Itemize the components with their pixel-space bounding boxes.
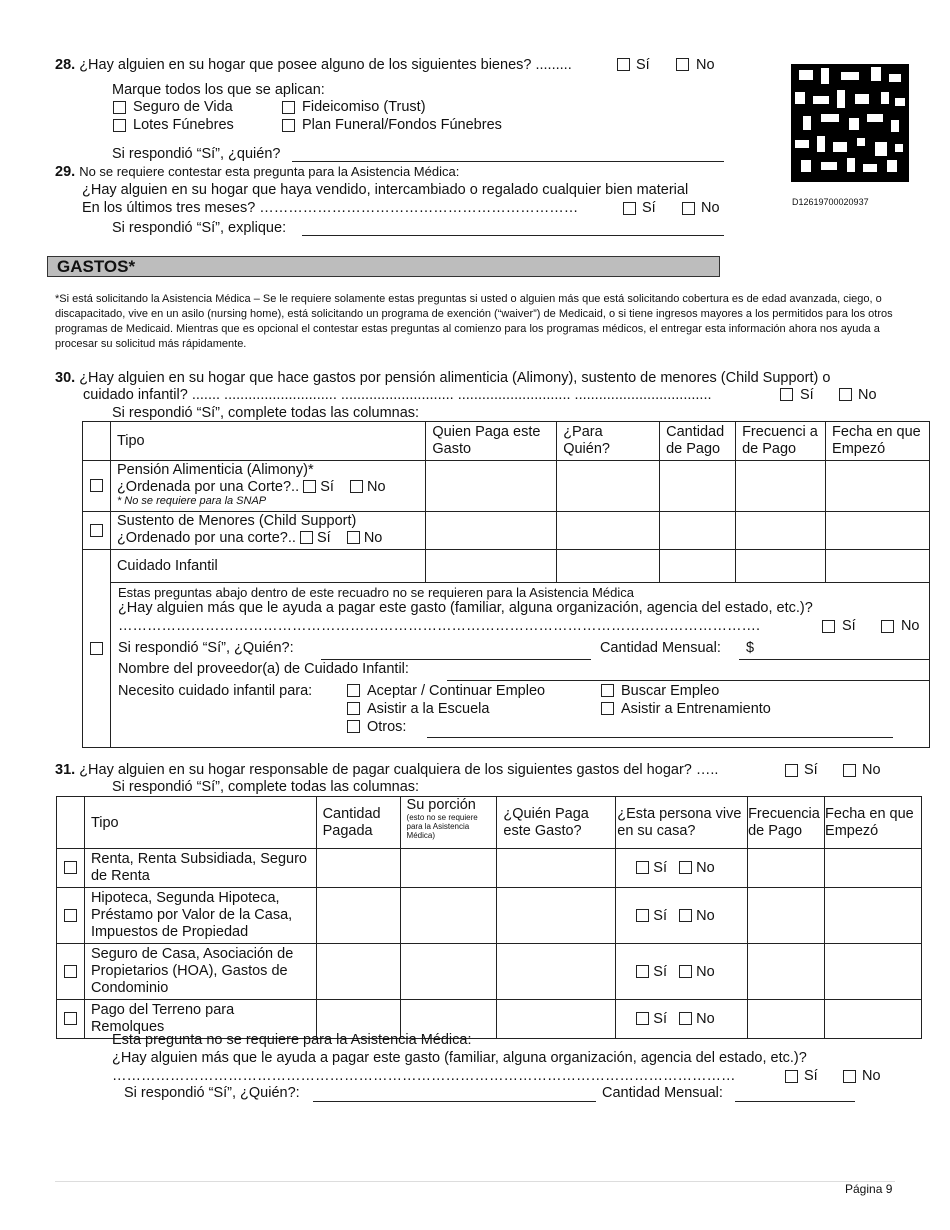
expense-type-label: Renta, Renta Subsidiada, Seguro de Renta — [84, 849, 316, 888]
expense-type-label: Hipoteca, Segunda Hipoteca, Préstamo por Valor de la Casa, Impuestos de Propiedad — [84, 888, 316, 944]
table-cell[interactable] — [557, 461, 660, 512]
table-cell[interactable] — [748, 944, 825, 1000]
table-cell[interactable] — [748, 888, 825, 944]
q29-no-label: No — [701, 200, 720, 216]
q31-header: ¿Quién Paga este Gasto? — [497, 797, 616, 849]
expense-type-label: Pago del Terreno para Remolques — [84, 1000, 316, 1039]
table-cell[interactable] — [736, 512, 826, 550]
footer-divider — [55, 1181, 895, 1182]
q31-header: ¿Esta persona vive en su casa? — [616, 797, 748, 849]
q28-no-label: No — [696, 57, 715, 73]
q28-option-checkbox[interactable] — [113, 119, 126, 132]
table-row: Pago del Terreno para Remolques Sí No — [57, 1000, 922, 1039]
q28-option-label: Seguro de Vida — [133, 99, 233, 115]
q30-yes-label: Sí — [800, 387, 814, 403]
child-care-box — [83, 583, 930, 748]
q29-yes-checkbox[interactable] — [623, 202, 636, 215]
barcode-label: D12619700020937 — [792, 197, 869, 207]
table-cell[interactable] — [497, 944, 616, 1000]
q31-who-label: Si respondió “Sí”, ¿Quién?: — [124, 1085, 300, 1101]
row-checkbox[interactable] — [64, 965, 77, 978]
q30-header: ¿Para Quién? — [557, 422, 660, 461]
table-row: Renta, Renta Subsidiada, Seguro de Renta Sí No — [57, 849, 922, 888]
q30-yes-checkbox[interactable] — [780, 388, 793, 401]
expense-type-label: Seguro de Casa, Asociación de Propietarios (HOA), Gastos de Condominio — [84, 944, 316, 1000]
table-cell[interactable] — [400, 944, 497, 1000]
q28-option-checkbox[interactable] — [282, 119, 295, 132]
q30-no-checkbox[interactable] — [839, 388, 852, 401]
q29-question-cont: En los últimos tres meses? ………………………………………………………… — [82, 200, 579, 216]
table-cell[interactable] — [316, 849, 400, 888]
q31-help-dots: ………………………………………………………………………………………………………………… — [112, 1068, 736, 1084]
lives-no-checkbox[interactable] — [679, 861, 692, 874]
q29-no-checkbox[interactable] — [682, 202, 695, 215]
care-option-checkbox[interactable] — [601, 702, 614, 715]
who-field[interactable] — [321, 659, 591, 660]
care-option-label: Otros: — [366, 719, 407, 735]
q31-table — [56, 796, 922, 1039]
q29-question: ¿Hay alguien en su hogar que haya vendido, intercambiado o regalado cualquier bien material — [82, 182, 689, 198]
care-option-label: Asistir a Entrenamiento — [620, 701, 771, 717]
row-checkbox[interactable] — [64, 909, 77, 922]
monthly-amount-field[interactable] — [739, 659, 929, 660]
care-option-label: Asistir a la Escuela — [366, 701, 490, 717]
q31-help-question: ¿Hay alguien más que le ayuda a pagar este gasto (familiar, alguna organización, agencia del estado, etc.)? — [112, 1050, 807, 1066]
q30-header: Fecha en que Empezó — [826, 422, 930, 461]
q28-no-checkbox[interactable] — [676, 58, 689, 71]
table-cell[interactable] — [400, 849, 497, 888]
q31-yes-label: Sí — [804, 762, 818, 778]
row-checkbox[interactable] — [64, 1012, 77, 1025]
monthly-amount-label: Cantidad Mensual: — [599, 640, 721, 656]
child-care-label: Cuidado Infantil — [110, 550, 425, 583]
help-yes-label: Sí — [841, 618, 856, 634]
care-option-checkbox[interactable] — [347, 702, 360, 715]
q30-complete-all: Si respondió “Sí”, complete todas las columnas: — [112, 405, 420, 421]
q28-who-label: Si respondió “Sí”, ¿quién? — [112, 146, 281, 162]
who-label: Si respondió “Sí”, ¿Quién?: — [117, 640, 294, 656]
table-row: Pensión Alimenticia (Alimony)* ¿Ordenada por una Corte?.. Sí No * No se requiere para la SNAP — [83, 461, 930, 512]
q31-header: Cantidad Pagada — [316, 797, 400, 849]
table-cell[interactable] — [497, 849, 616, 888]
table-cell[interactable] — [426, 461, 557, 512]
lives-no-checkbox[interactable] — [679, 1012, 692, 1025]
q31-help-yes-checkbox[interactable] — [785, 1070, 798, 1083]
table-cell[interactable] — [557, 550, 660, 583]
q31-header-row — [57, 797, 922, 849]
table-cell[interactable] — [736, 550, 826, 583]
q28-question: 28. ¿Hay alguien en su hogar que posee alguno de los siguientes bienes? ......... — [55, 57, 572, 73]
q31-note: Esta pregunta no se requiere para la Asistencia Médica: — [112, 1032, 472, 1048]
page-number: Página 9 — [845, 1182, 893, 1196]
q28-option-checkbox[interactable] — [282, 101, 295, 114]
provider-label: Nombre del proveedor(a) de Cuidado Infantil: — [117, 661, 409, 677]
table-cell[interactable] — [400, 888, 497, 944]
alimony-no-checkbox[interactable] — [350, 480, 363, 493]
dollar-sign: $ — [745, 640, 755, 656]
help-yes-checkbox[interactable] — [822, 620, 835, 633]
care-option-label: Aceptar / Continuar Empleo — [366, 683, 546, 699]
table-row: Seguro de Casa, Asociación de Propietarios (HOA), Gastos de Condominio Sí No — [57, 944, 922, 1000]
table-cell[interactable] — [426, 512, 557, 550]
q31-no-checkbox[interactable] — [843, 764, 856, 777]
table-cell[interactable] — [660, 461, 736, 512]
provider-field[interactable] — [447, 680, 929, 681]
care-option-checkbox[interactable] — [601, 684, 614, 697]
q31-who-field[interactable] — [313, 1101, 596, 1102]
help-question: ¿Hay alguien más que le ayuda a pagar este gasto (familiar, alguna organización, agencia del estado, etc.)? — [117, 600, 813, 616]
help-no-label: No — [900, 618, 920, 634]
section-title-gastos: GASTOS* — [47, 256, 720, 277]
q28-option-label: Fideicomiso (Trust) — [302, 99, 426, 115]
table-cell[interactable] — [748, 849, 825, 888]
table-cell[interactable] — [316, 888, 400, 944]
table-cell[interactable] — [660, 512, 736, 550]
q31-help-yes-label: Sí — [804, 1068, 818, 1084]
row-checkbox[interactable] — [90, 479, 103, 492]
gastos-note: *Si está solicitando la Asistencia Médica – Se le requiere solamente estas preguntas si usted o alguien más que está solicitando cobertura es de edad avanzada, ciego, o discapacitado, vive en un asilo (nursing home), está solicitando un programa de exención (“waiver”) de Medicaid, o si tiene ingresos mayores a los permitidos para los otros programas de Medicaid. Mientras que es opcional el contestar estas preguntas al comienzo para los programas médicos, el entregar esta información ahora nos ayuda a procesar su solicitud más rápidamente. — [55, 293, 893, 350]
q28-option-label: Plan Funeral/Fondos Fúnebres — [302, 117, 502, 133]
q30-header: Cantidad de Pago — [660, 422, 736, 461]
table-row: Sustento de Menores (Child Support) ¿Ordenado por una corte?.. Sí No — [83, 512, 930, 550]
table-row: Hipoteca, Segunda Hipoteca, Préstamo por Valor de la Casa, Impuestos de Propiedad Sí No — [57, 888, 922, 944]
table-cell[interactable] — [736, 461, 826, 512]
q30-question: 30. ¿Hay alguien en su hogar que hace gastos por pensión alimenticia (Alimony), sustento de menores (Child Support) o — [55, 370, 831, 386]
table-row — [83, 550, 930, 583]
q30-question-cont: cuidado infantil? ....... ............................ ............................ ............................ .................................. — [83, 387, 712, 403]
need-care-label: Necesito cuidado infantil para: — [117, 683, 313, 699]
q28-mark-all: Marque todos los que se aplican: — [112, 82, 325, 98]
table-cell[interactable] — [825, 849, 922, 888]
q31-header: Fecha en que Empezó — [825, 797, 922, 849]
q31-header-note: (esto no se requiere para la Asistencia Médica) — [406, 813, 478, 840]
q31-question: 31. ¿Hay alguien en su hogar responsable de pagar cualquiera de los siguientes gastos del hogar? ….. — [55, 762, 719, 778]
table-cell[interactable] — [826, 550, 930, 583]
q31-help-no-label: No — [862, 1068, 881, 1084]
q31-header: Frecuencia de Pago — [748, 797, 825, 849]
care-option-checkbox[interactable] — [347, 684, 360, 697]
child-support-order-label: ¿Ordenado por una corte?.. — [116, 530, 296, 546]
child-support-no-checkbox[interactable] — [347, 531, 360, 544]
q29-explain-label: Si respondió “Sí”, explique: — [112, 220, 287, 236]
care-option-label: Buscar Empleo — [620, 683, 720, 699]
q31-monthly-amount-label: Cantidad Mensual: — [602, 1085, 723, 1101]
lives-yes-checkbox[interactable] — [636, 861, 649, 874]
alimony-order-label: ¿Ordenada por una Corte?.. — [116, 479, 300, 495]
q30-header: Tipo — [110, 422, 425, 461]
table-cell[interactable] — [426, 550, 557, 583]
q28-option-checkbox[interactable] — [113, 101, 126, 114]
table-cell[interactable] — [497, 1000, 616, 1039]
table-cell[interactable] — [316, 944, 400, 1000]
lives-no-checkbox[interactable] — [679, 965, 692, 978]
table-cell[interactable] — [826, 512, 930, 550]
q30-header: Frecuenci a de Pago — [736, 422, 826, 461]
help-no-checkbox[interactable] — [881, 620, 894, 633]
q28-who-field[interactable] — [292, 161, 724, 162]
other-field[interactable] — [427, 737, 893, 738]
care-option-checkbox[interactable] — [347, 720, 360, 733]
table-cell[interactable] — [557, 512, 660, 550]
lives-yes-checkbox[interactable] — [636, 965, 649, 978]
barcode-image — [791, 64, 909, 182]
q31-header: Su porción — [406, 797, 476, 813]
q31-no-label: No — [862, 762, 881, 778]
q30-header: Quien Paga este Gasto — [426, 422, 557, 461]
table-cell[interactable] — [660, 550, 736, 583]
row-checkbox[interactable] — [64, 861, 77, 874]
table-cell[interactable] — [825, 888, 922, 944]
q30-header-row — [83, 422, 930, 461]
q30-no-label: No — [858, 387, 877, 403]
q29-explain-field[interactable] — [302, 235, 724, 236]
q31-complete-all: Si respondió “Sí”, complete todas las columnas: — [112, 779, 420, 795]
help-dots: ……………………………………………………………………………………………………………………. — [117, 618, 760, 634]
table-cell[interactable] — [825, 1000, 922, 1039]
q31-monthly-amount-field[interactable] — [735, 1101, 855, 1102]
table-cell[interactable] — [825, 944, 922, 1000]
q29-yes-label: Sí — [642, 200, 656, 216]
lives-yes-checkbox[interactable] — [636, 1012, 649, 1025]
q31-header: Tipo — [84, 797, 316, 849]
q28-option-label: Lotes Fúnebres — [133, 117, 234, 133]
row-checkbox[interactable] — [90, 642, 103, 655]
child-support-label: Sustento de Menores (Child Support) — [116, 513, 357, 529]
table-cell[interactable] — [497, 888, 616, 944]
alimony-note: * No se requiere para la SNAP — [116, 495, 267, 507]
lives-no-checkbox[interactable] — [679, 909, 692, 922]
child-support-yes-checkbox[interactable] — [300, 531, 313, 544]
box-note: Estas preguntas abajo dentro de este recuadro no se requieren para la Asistencia Médica — [117, 585, 634, 600]
alimony-label: Pensión Alimenticia (Alimony)* — [116, 462, 314, 478]
q29-note: 29. No se requiere contestar esta pregunta para la Asistencia Médica: — [55, 164, 460, 180]
q28-yes-checkbox[interactable] — [617, 58, 630, 71]
q31-help-no-checkbox[interactable] — [843, 1070, 856, 1083]
table-cell[interactable] — [826, 461, 930, 512]
q30-table — [82, 421, 930, 748]
q31-yes-checkbox[interactable] — [785, 764, 798, 777]
row-checkbox[interactable] — [90, 524, 103, 537]
q28-yes-label: Sí — [636, 57, 650, 73]
table-cell[interactable] — [748, 1000, 825, 1039]
alimony-yes-checkbox[interactable] — [303, 480, 316, 493]
lives-yes-checkbox[interactable] — [636, 909, 649, 922]
